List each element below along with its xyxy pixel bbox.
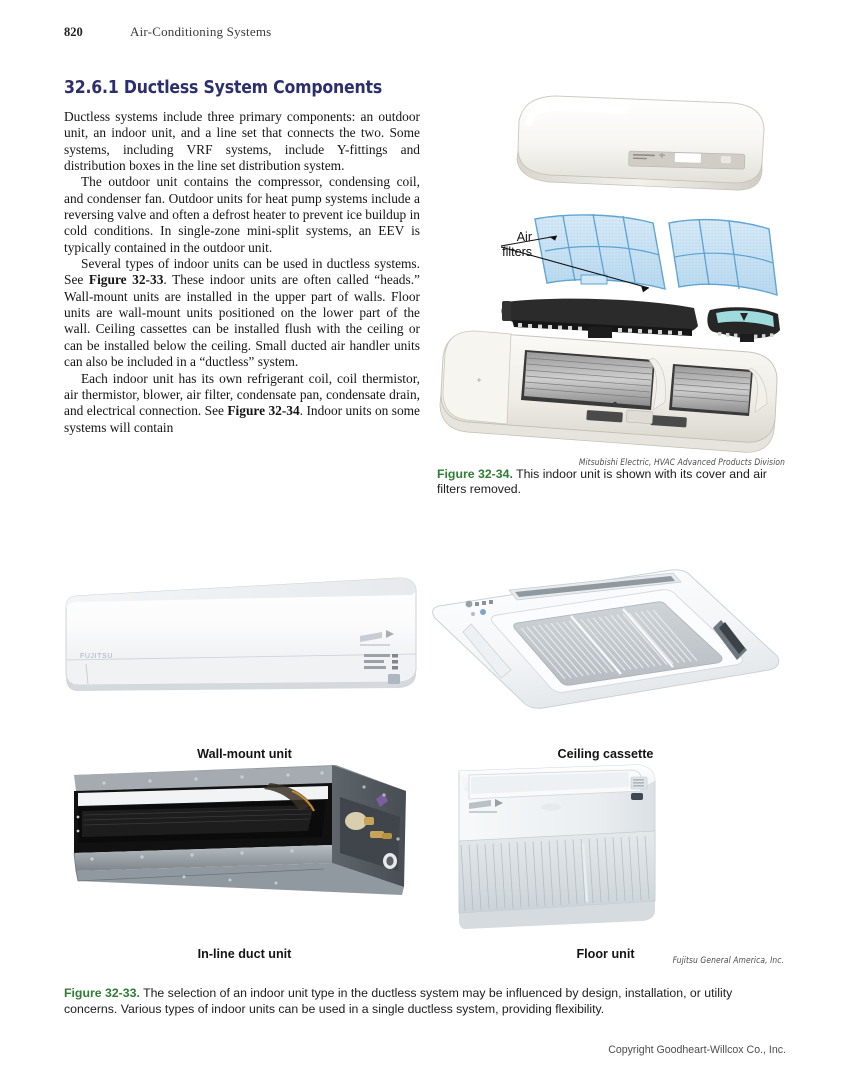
figure-32-33-reference: Figure 32-33 — [88, 272, 164, 288]
figure-32-34 — [437, 90, 785, 498]
running-head — [64, 24, 784, 44]
wall-mount-unit-illustration — [64, 568, 425, 736]
callout-line-1: Air — [516, 230, 532, 244]
inline-duct-unit-label: In-line duct unit — [197, 947, 292, 961]
ceiling-cassette-photo — [425, 568, 786, 736]
wall-mount-unit-label: Wall-mount unit — [197, 747, 292, 761]
inline-duct-unit-photo — [64, 761, 425, 936]
ceiling-cassette-illustration — [425, 568, 786, 736]
callout-line-2: filters — [502, 244, 532, 259]
figure-32-34-illustration — [437, 90, 785, 457]
figure-cell-wall-mount — [64, 568, 425, 761]
figure-32-33-caption — [64, 986, 786, 1017]
air-filters-callout-label — [437, 230, 532, 259]
indoor-unit-cover-illustration — [509, 93, 771, 203]
paragraph-4-after: . Indoor units on some systems will contain — [64, 403, 420, 435]
ceiling-cassette-label: Ceiling cassette — [557, 747, 654, 761]
wall-mount-unit-photo — [64, 568, 425, 736]
body-text-column — [64, 78, 420, 436]
section-heading: 32.6.1 Ductless System Components — [64, 78, 383, 98]
paragraph-3 — [64, 256, 420, 370]
figure-32-34-caption — [437, 467, 785, 498]
figure-32-34-label: Figure 32-34. — [437, 467, 513, 481]
figure-32-33-caption-text: The selection of an indoor unit type in the ductless system may be influenced by design, installation, or utility concerns. Various types of indoor units can be used in a single ductless system, providing flexibility. — [64, 986, 733, 1016]
floor-unit-photo — [425, 761, 786, 936]
figure-32-34-reference: Figure 32-34 — [227, 403, 300, 419]
figure-32-34-caption-text: This indoor unit is shown with its cover and air filters removed. — [437, 467, 767, 497]
page-number: 820 — [64, 25, 83, 39]
paragraph-3-after: . These indoor units are often called “heads.” Wall-mount units are installed in the upper part of walls. Floor units are wall-mount units positioned on the lower part of the wall. Ceiling cassettes can be installed flush with the ceiling or can be installed below the ceiling. Small ducted air handler units can also be included in a “ductless” system. — [64, 272, 420, 370]
inline-duct-unit-illustration — [64, 761, 425, 936]
figure-32-33-label: Figure 32-33. — [64, 986, 140, 1000]
paragraph-4 — [64, 371, 420, 436]
indoor-unit-body-illustration — [437, 324, 785, 457]
copyright-line: Copyright Goodheart-Willcox Co., Inc. — [608, 1044, 786, 1056]
floor-unit-illustration — [425, 761, 786, 936]
figure-cell-ceiling-cassette — [425, 568, 786, 761]
paragraph-3-before: Several types of indoor units can be used in ductless systems. See — [64, 256, 420, 288]
figure-32-33-credit: Fujitsu General America, Inc. — [672, 955, 784, 965]
paragraph-1: Ductless systems include three primary components: an outdoor unit, an indoor unit, and a line set that connects the two. Some systems, including VRF systems, include Y-fittings and distribution boxes in the line set distribution system. — [64, 109, 420, 174]
figure-cell-floor-unit — [425, 761, 786, 965]
floor-unit-label: Floor unit — [576, 947, 635, 961]
figure-32-34-credit: Mitsubishi Electric, HVAC Advanced Products Division — [578, 457, 785, 467]
paragraph-4-before: Each indoor unit has its own refrigerant coil, coil thermistor, air thermistor, blower, air filter, condensate pan, condensate drain, and electrical connection. See — [64, 370, 420, 419]
svg-text:FUJITSU: FUJITSU — [80, 653, 113, 660]
figure-cell-inline-duct — [64, 761, 425, 965]
paragraph-2: The outdoor unit contains the compressor, condensing coil, and condenser fan. Outdoor units for heat pump systems include a reversing valve and often a defrost heater to prevent ice buildup in cold conditions. In single-zone mini-split systems, an EEV is typically contained in the outdoor unit. — [64, 174, 420, 255]
figure-32-33 — [64, 568, 786, 965]
chapter-title: Air-Conditioning Systems — [130, 24, 272, 39]
